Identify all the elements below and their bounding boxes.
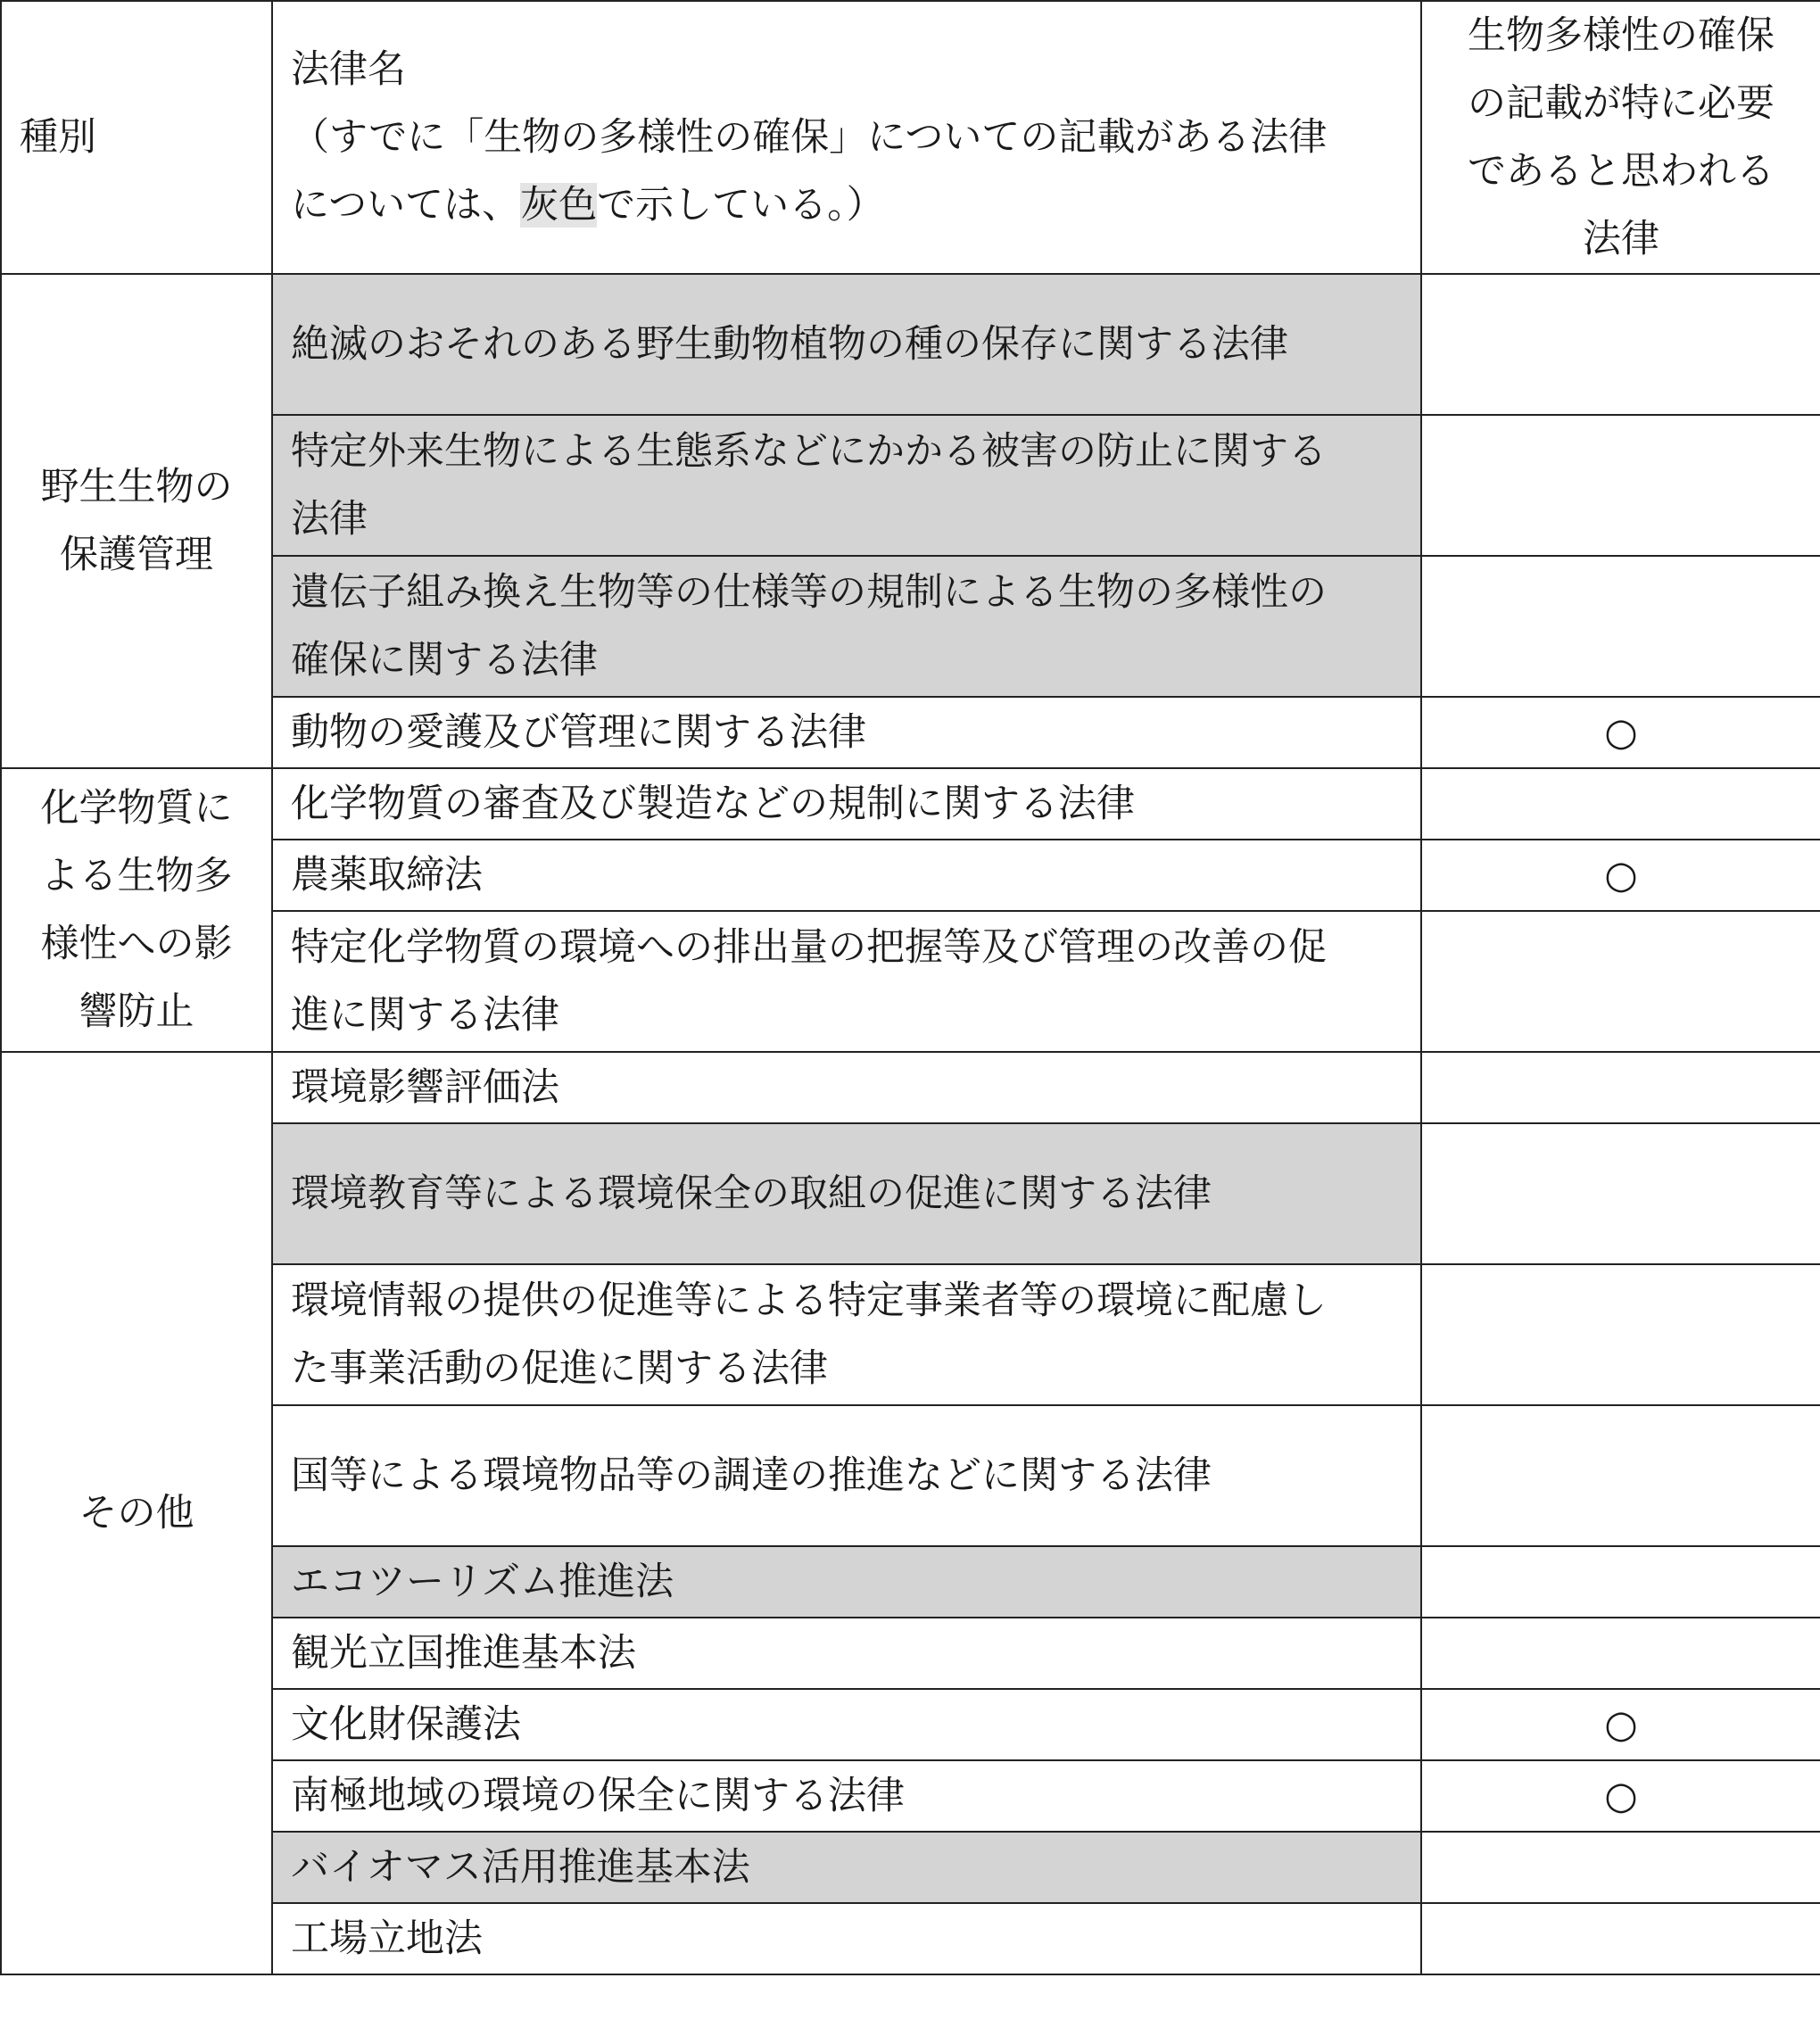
law-name-cell: 南極地域の環境の保全に関する法律	[272, 1760, 1421, 1832]
mark-cell	[1421, 1546, 1820, 1618]
law-name-cell: バイオマス活用推進基本法	[272, 1832, 1421, 1903]
law-name-cell: 国等による環境物品等の調達の推進などに関する法律	[272, 1405, 1421, 1546]
category-line: 響防止	[79, 989, 194, 1034]
category-line: 化学物質に	[40, 786, 233, 831]
required-header-line: の記載が特に必要	[1468, 81, 1774, 126]
header-row	[1, 1, 1820, 274]
table-row	[1, 1123, 1820, 1264]
table-row	[1, 415, 1820, 556]
table-row	[1, 1760, 1820, 1832]
table-row	[1, 1618, 1820, 1689]
law-name-cell: 農薬取締法	[272, 840, 1421, 911]
law-name-header-note: （すでに「生物の多様性の確保」についての記載がある法律	[291, 115, 1328, 160]
required-header-line: 生物多様性の確保	[1468, 13, 1774, 58]
table-row	[1, 274, 1820, 415]
table-row	[1, 1546, 1820, 1618]
required-header	[1421, 1, 1820, 274]
mark-cell	[1421, 1903, 1820, 1974]
table-row	[1, 1264, 1820, 1405]
table-row	[1, 1689, 1820, 1760]
mark-cell: ○	[1421, 1760, 1820, 1832]
law-name-cell	[272, 1264, 1421, 1405]
mark-cell	[1421, 911, 1820, 1052]
mark-cell	[1421, 1618, 1820, 1689]
law-name-line: た事業活動の促進に関する法律	[291, 1346, 828, 1391]
mark-cell: ○	[1421, 1689, 1820, 1760]
table-row	[1, 1405, 1820, 1546]
law-name-header-title: 法律名	[291, 47, 406, 92]
required-header-line: 法律	[1583, 217, 1659, 261]
law-name-cell: 化学物質の審査及び製造などの規制に関する法律	[272, 768, 1421, 840]
table-row	[1, 556, 1820, 697]
mark-cell	[1421, 768, 1820, 840]
law-name-line: 特定外来生物による生態系などにかかる被害の防止に関する	[291, 429, 1327, 474]
mark-cell	[1421, 274, 1820, 415]
mark-cell	[1421, 556, 1820, 697]
law-name-header-note-cont	[291, 171, 1402, 239]
mark-cell: ○	[1421, 840, 1820, 911]
category-line: 保護管理	[60, 533, 213, 577]
law-name-cell: 絶滅のおそれのある野生動物植物の種の保存に関する法律	[272, 274, 1421, 415]
category-line: 野生生物の	[40, 465, 233, 509]
law-name-line: 特定化学物質の環境への排出量の把握等及び管理の改善の促	[291, 925, 1327, 970]
law-name-cell: エコツーリズム推進法	[272, 1546, 1421, 1618]
law-name-line: 遺伝子組み換え生物等の仕様等の規制による生物の多様性の	[291, 570, 1327, 615]
law-name-cell: 動物の愛護及び管理に関する法律	[272, 697, 1421, 768]
law-name-cell: 環境影響評価法	[272, 1052, 1421, 1123]
law-name-line: 環境情報の提供の促進等による特定事業者等の環境に配慮し	[291, 1279, 1327, 1323]
table-row	[1, 911, 1820, 1052]
law-name-cell	[272, 911, 1421, 1052]
category-line: よる生物多	[40, 854, 233, 898]
category-cell-chemicals	[1, 768, 272, 1052]
table-row	[1, 1052, 1820, 1123]
table-row	[1, 768, 1820, 840]
mark-cell	[1421, 415, 1820, 556]
category-header: 種別	[1, 1, 272, 274]
table-row	[1, 1903, 1820, 1974]
mark-cell	[1421, 1832, 1820, 1903]
note-text-a: については、	[291, 183, 521, 228]
category-cell-other: その他	[1, 1052, 272, 1974]
table-row	[1, 697, 1820, 768]
law-name-cell: 観光立国推進基本法	[272, 1618, 1421, 1689]
law-name-header	[272, 1, 1421, 274]
category-line: 様性への影	[40, 922, 233, 966]
law-name-line: 進に関する法律	[291, 993, 559, 1038]
note-text-b: で示している。）	[597, 183, 885, 228]
mark-cell	[1421, 1052, 1820, 1123]
law-name-cell: 工場立地法	[272, 1903, 1421, 1974]
mark-cell	[1421, 1264, 1820, 1405]
required-header-line: であると思われる	[1468, 149, 1774, 194]
law-name-cell: 環境教育等による環境保全の取組の促進に関する法律	[272, 1123, 1421, 1264]
table-row	[1, 1832, 1820, 1903]
law-name-cell	[272, 415, 1421, 556]
mark-cell: ○	[1421, 697, 1820, 768]
law-name-line: 確保に関する法律	[291, 638, 598, 683]
law-name-cell: 文化財保護法	[272, 1689, 1421, 1760]
law-name-line: 法律	[291, 497, 368, 542]
table-row	[1, 840, 1820, 911]
mark-cell	[1421, 1405, 1820, 1546]
category-cell-wildlife	[1, 274, 272, 768]
mark-cell	[1421, 1123, 1820, 1264]
gray-highlight-sample: 灰色	[520, 183, 598, 228]
law-name-cell	[272, 556, 1421, 697]
